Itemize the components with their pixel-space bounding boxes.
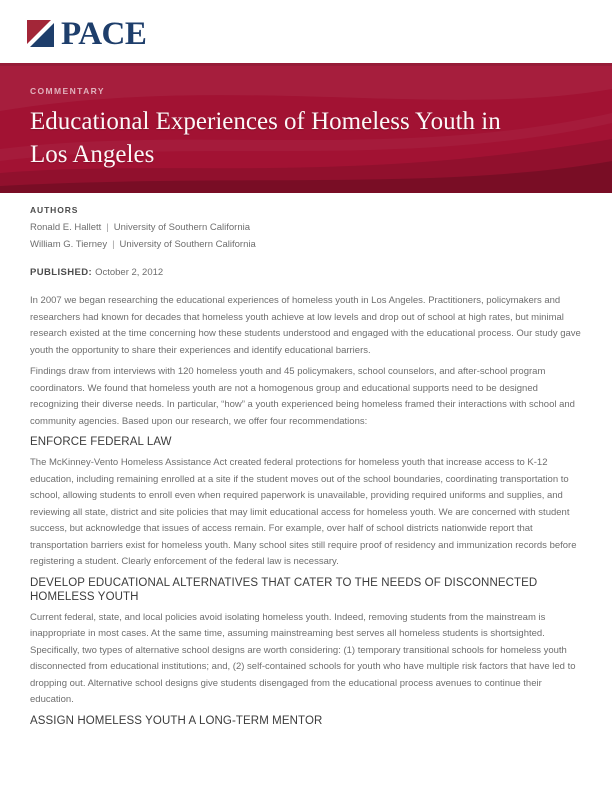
title-banner xyxy=(0,63,612,193)
author-name: William G. Tierney xyxy=(30,238,108,250)
author-affiliation: University of Southern California xyxy=(113,222,250,233)
section-heading-assign-long-term-mentor: ASSIGN HOMELESS YOUTH A LONG-TERM MENTOR xyxy=(30,714,323,727)
published-row xyxy=(30,266,582,280)
section-paragraph: Current federal, state, and local policies avoid isolating homeless youth. Indeed, removing students from the mainstream is inappropriate in most cases. At the same time, assuming mainstreaming best serves all homeless students is shortsighted. Specifically, two types of alternative school designs are worth considering: (1) temporary transitional schools for homeless youth disconnected from educational institutions; and, (2) self-contained schools for youth who have multiple risk factors that have led to dropping out. Alternative school designs give students disengaged from the educational process avenues to continue their education. xyxy=(30,611,576,705)
pace-flag-icon xyxy=(27,20,54,47)
article-content xyxy=(0,193,612,728)
intro-paragraph-1: In 2007 we began researching the educational experiences of homeless youth in Los Angeles. Practitioners, policymakers and researchers had known for decades that homeless youth achieve at low levels and drop out of school at high rates, but minimal research existed at the time concerning how these students understood and engaged with the educational process. Our study gave youth the opportunity to share their experiences and identify educational barriers. xyxy=(30,295,581,356)
author-affiliation: University of Southern California xyxy=(119,238,256,250)
author-row-2 xyxy=(30,237,582,254)
section-paragraph: The McKinney-Vento Homeless Assistance Act created federal protections for homeless youth that increase access to K-12 education, including remaining enrolled at a site if the student moves out of the school boundaries, coordinating transportation to school, allowing students to enroll even when required paperwork is unavailable, providing required uniforms and supplies, and reviewing all state, district and site policies that may limit educational access for homeless youth. We are concerned with student success, but acknowledge that issues of access remain. For example, over half of school districts nationwide report that transportation barriers exist for homeless youth. Many school sites still require proof of residency and immunization records before registering a student. Clearly enforcement of the federal law is necessary. xyxy=(30,457,577,567)
author-name: Ronald E. Hallett xyxy=(30,222,102,233)
section-heading-develop-educational-alternatives: DEVELOP EDUCATIONAL ALTERNATIVES THAT CATER TO THE NEEDS OF DISCONNECTED HOMELESS YOUTH xyxy=(30,576,538,603)
page-title-line-1: Educational Experiences of Homeless Youth in xyxy=(30,108,501,135)
page-title xyxy=(30,105,582,171)
author-row-1 xyxy=(30,220,582,237)
published-date: October 2, 2012 xyxy=(95,267,164,278)
article-body xyxy=(30,293,582,728)
logo-wordmark: PACE xyxy=(61,16,147,52)
page-title-line-2: Los Angeles xyxy=(30,141,155,168)
authors-label: AUTHORS xyxy=(30,205,79,215)
intro-paragraph-2: Findings draw from interviews with 120 homeless youth and 45 policymakers, school counselors, and after-school program coordinators. We found that homeless youth are not a homogenous group and educational supports need to be designed recognizing their diverse needs. In particular, “how” a youth experienced being homeless framed their interactions with school and community agencies. Based upon our research, we offer four recommendations: xyxy=(30,366,575,427)
author-separator: | xyxy=(112,238,115,250)
commentary-kicker: COMMENTARY xyxy=(30,86,105,96)
page-header xyxy=(0,0,612,63)
banner-content xyxy=(0,63,612,171)
pace-logo xyxy=(27,16,612,52)
section-heading-enforce-federal-law: ENFORCE FEDERAL LAW xyxy=(30,436,172,448)
published-label: PUBLISHED: xyxy=(30,267,93,278)
author-separator: | xyxy=(106,222,109,233)
